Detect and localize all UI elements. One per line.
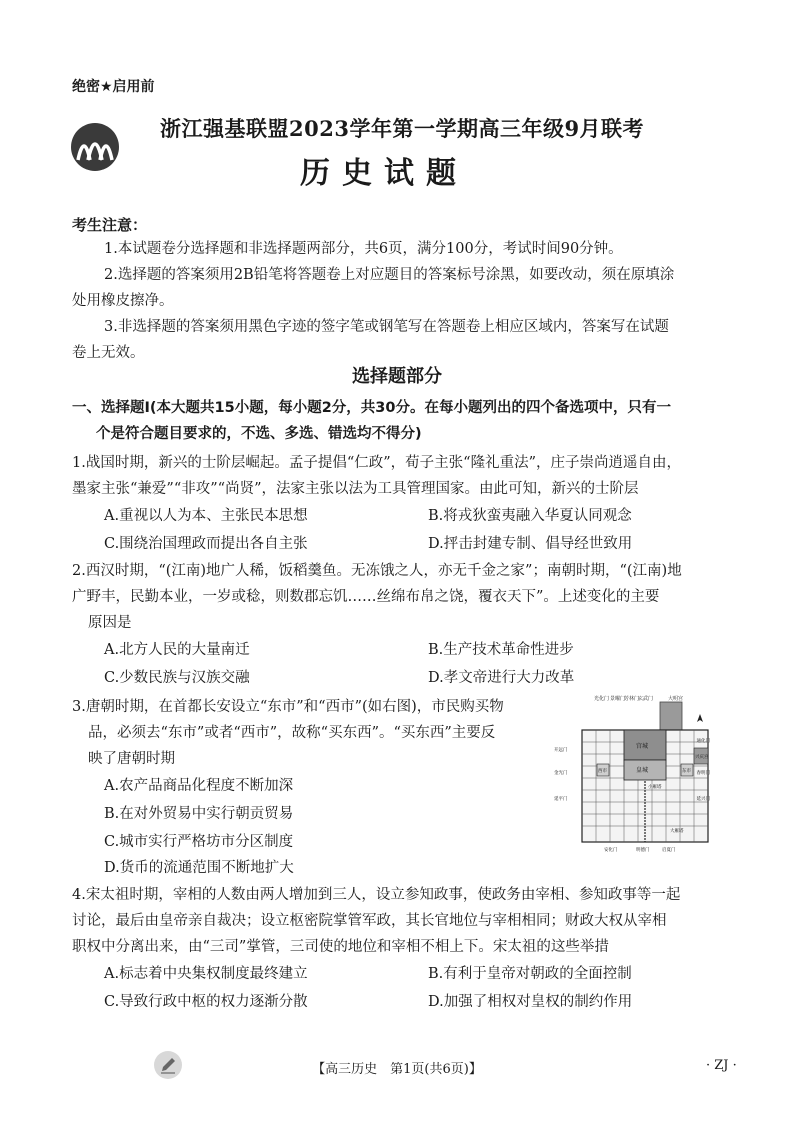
- question-2-option-d[interactable]: D.孝文帝进行大力改革: [428, 670, 575, 686]
- notice-line: 卷上无效。: [72, 345, 145, 361]
- page-footer: 【高三历史 第1页(共6页)】: [312, 1062, 482, 1077]
- map-label-xiaoyan: 小雁塔: [648, 785, 662, 790]
- changan-city-map: [552, 692, 712, 857]
- map-label-huangcheng: 皇城: [636, 767, 649, 774]
- question-2-option-a[interactable]: A.北方人民的大量南迁: [104, 642, 250, 658]
- question-2-stem: 原因是: [88, 615, 132, 631]
- map-label-xishi: 西市: [598, 769, 607, 774]
- exam-title: 浙江强基联盟2023学年第一学期高三年级9月联考: [160, 116, 645, 141]
- question-3-stem: 品，必须去“东市”或者“西市”，故称“买东西”。“买东西”主要反: [88, 725, 496, 741]
- question-3-option-b[interactable]: B.在对外贸易中实行朝贡贸易: [104, 806, 294, 822]
- map-label-qixia: 启夏门: [662, 848, 676, 853]
- notice-line: 2.选择题的答案须用2B铅笔将答题卷上对应题目的答案标号涂黑，如要改动，须在原填涂: [104, 267, 675, 283]
- map-label-anhua: 安化门: [604, 848, 618, 853]
- alliance-logo-icon: [70, 122, 120, 172]
- notice-line: 处用橡皮擦净。: [72, 293, 174, 309]
- map-gate-label: 光化门: [594, 696, 610, 702]
- map-gate-label: 景曜门: [610, 696, 626, 702]
- question-1-option-c[interactable]: C.围绕治国理政而提出各自主张: [104, 536, 308, 552]
- question-4-stem: 讨论，最后由皇帝亲自裁决；设立枢密院掌管军政，其长官地位与宰相相同；财政大权从宰相: [72, 913, 667, 929]
- question-1-option-b[interactable]: B.将戎狄蛮夷融入华夏认同观念: [428, 508, 632, 524]
- question-3-stem: 映了唐朝时期: [88, 751, 175, 767]
- question-4-stem: 4.宋太祖时期，宰相的人数由两人增加到三人，设立参知政事，使政务由宰相、参知政事等一起: [72, 887, 681, 903]
- map-label-yanping: 延平门: [554, 797, 568, 802]
- map-label-kaiyuan: 开远门: [554, 748, 568, 753]
- map-gate-label: 玄武门: [638, 696, 654, 702]
- map-gate-label: 芳林门: [624, 696, 640, 702]
- map-label-jinguang: 金光门: [554, 771, 568, 776]
- notice-heading: 考生注意：: [72, 216, 148, 234]
- map-label-chunming: 春明门: [696, 771, 710, 776]
- question-1-option-a[interactable]: A.重视以人为本、主张民本思想: [104, 508, 308, 524]
- question-4-option-b[interactable]: B.有利于皇帝对朝政的全面控制: [428, 966, 632, 982]
- part-instructions: 一、选择题Ⅰ(本大题共15小题，每小题2分，共30分。在每小题列出的四个备选项中，只有一: [72, 400, 671, 416]
- question-1-stem: 墨家主张“兼爱”“非攻”“尚贤”，法家主张以法为工具管理国家。由此可知，新兴的士阶层: [72, 481, 639, 497]
- confidential-mark: 绝密★启用前: [72, 79, 155, 95]
- map-label-mingde: 明德门: [636, 848, 650, 853]
- question-4-stem: 职权中分离出来，由“三司”掌管，三司使的地位和宰相不相上下。宋太祖的这些举措: [72, 939, 609, 955]
- notice-line: 1.本试题卷分选择题和非选择题两部分，共6页，满分100分，考试时间90分钟。: [104, 241, 623, 257]
- part-instructions: 个是符合题目要求的，不选、多选、错选均不得分): [96, 426, 422, 442]
- map-label-yanxing: 延兴门: [696, 797, 710, 802]
- question-2-option-b[interactable]: B.生产技术革命性进步: [428, 642, 574, 658]
- question-4-option-a[interactable]: A.标志着中央集权制度最终建立: [104, 966, 308, 982]
- map-label-tonghua: 通化门: [696, 739, 710, 744]
- map-label-gongcheng: 宫城: [636, 743, 649, 750]
- footer-mark: · ZJ ·: [706, 1058, 737, 1073]
- question-3-stem: 3.唐朝时期，在首都长安设立“东市”和“西市”(如右图)，市民购买物: [72, 699, 504, 715]
- map-label-xingqing: 兴庆宫: [695, 755, 709, 760]
- question-3-option-a[interactable]: A.农产品商品化程度不断加深: [104, 778, 294, 794]
- map-label-dongshi: 东市: [682, 769, 691, 774]
- subject-title: 历史试题: [300, 156, 468, 191]
- question-4-option-d[interactable]: D.加强了相权对皇权的制约作用: [428, 994, 633, 1010]
- question-3-option-d[interactable]: D.货币的流通范围不断地扩大: [104, 860, 294, 876]
- question-1-option-d[interactable]: D.抨击封建专制、倡导经世致用: [428, 536, 633, 552]
- section-title: 选择题部分: [352, 366, 442, 387]
- question-4-option-c[interactable]: C.导致行政中枢的权力逐渐分散: [104, 994, 308, 1010]
- map-label-dayan: 大雁塔: [670, 829, 684, 834]
- question-1-stem: 1.战国时期，新兴的士阶层崛起。孟子提倡“仁政”，荀子主张“隆礼重法”，庄子崇尚逍遥自由，: [72, 455, 681, 471]
- question-2-stem: 广野丰，民勤本业，一岁或稔，则数郡忘饥……丝绵布帛之饶，覆衣天下”。上述变化的主要: [72, 589, 660, 605]
- notice-line: 3.非选择题的答案须用黑色字迹的签字笔或钢笔写在答题卷上相应区域内，答案写在试题: [104, 319, 669, 335]
- question-2-stem: 2.西汉时期，“(江南)地广人稀，饭稻羹鱼。无冻饿之人，亦无千金之家”；南朝时期，“(江南)地: [72, 563, 682, 579]
- question-3-option-c[interactable]: C.城市实行严格坊市分区制度: [104, 834, 294, 850]
- question-2-option-c[interactable]: C.少数民族与汉族交融: [104, 670, 250, 686]
- map-label-daming: 大明宫: [668, 696, 684, 702]
